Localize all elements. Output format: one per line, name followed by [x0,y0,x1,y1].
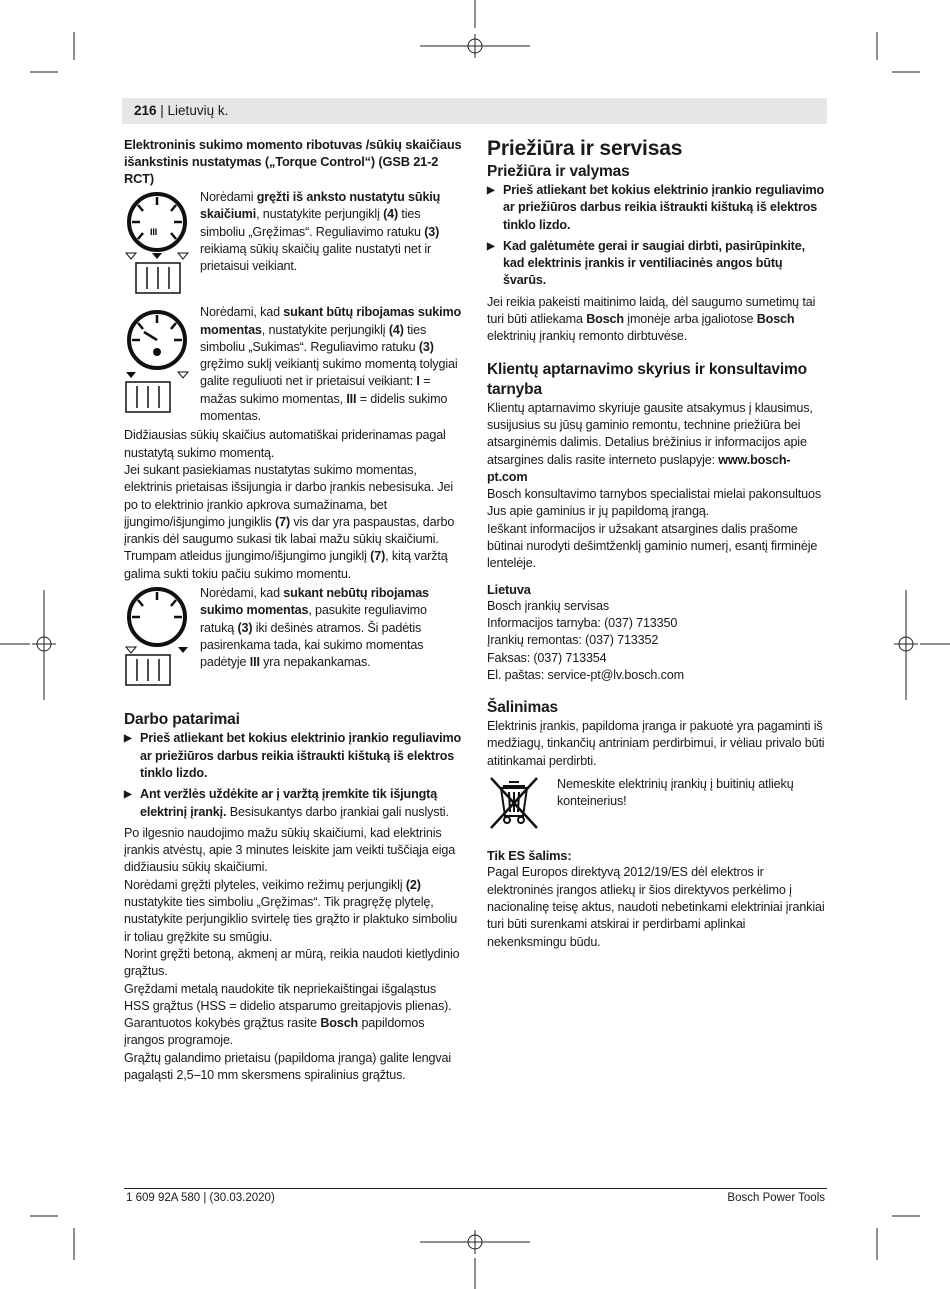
power-cord-paragraph: Jei reikia pakeisti maitinimo laidą, dėl saugumo sumetimų tai turi būti atliekama Bosch įmonėje arba įgaliotose Bosch elektrinių įrankių remonto dirbtuvėse. [487,294,816,344]
service-paragraph-2: Bosch konsultavimo tarnybos specialistai mielai pakonsultuos Jus apie gaminius ir jų papildomą įrangą. [487,487,822,519]
bullet-triangle-icon: ▶ [124,733,132,745]
page-number: 216 [134,103,157,118]
tips-bullet-switch-off: ▶ Ant veržlės uždėkite ar į varžtą įremkite tik išjungtą elektrinį įrankį. Besisukantys darbo įrankiai gali nuslysti. [124,787,449,819]
care-bullet-unplug: ▶ Prieš atliekant bet kokius elektrinio įrankio reguliavimo ar priežiūros darbus reikia ištraukti kištuką iš elektros tinklo lizdo. [487,183,825,232]
contact-line-1: Bosch įrankių servisas [487,598,609,613]
drilling-text: Norėdami gręžti iš anksto nustatytu sūkių skaičiumi, nustatykite perjungiklį (4) ties simboliu „Gręžimas“. Reguliavimo ratuku (3) reikiamą sūkių skaičių galite nustatyti net ir prietaisui veikiant. [200,190,441,274]
footer-doc-number: 1 609 92A 580 | (30.03.2020) [126,1192,275,1204]
bullet-triangle-icon: ▶ [487,185,495,196]
care-bullet-clean: ▶ Kad galėtumėte gerai ir saugiai dirbti, pasirūpinkite, kad elektrinis įrankis ir ventiliacinės angos būtų švarūs. [487,238,805,288]
service-paragraph-1: Klientų aptarnavimo skyriuje gausite atsakymus į klausimus, susijusius su jūsų gaminio remontu, technine priežiūra bei atsarginėmis dalimis. Detalius brėžinius ir informacijos apie atsargines dalis rasite interneto puslapyje: www.bosch-pt.com [487,400,813,484]
torque-control-heading: Elektroninis sukimo momento ribotuvas /sūkių skaičiaus išankstinis nustatymas („Torque Control“) (GSB 21-2 RCT) [124,137,462,186]
figure-drilling [124,189,464,302]
bullet-triangle-icon: ▶ [124,789,132,801]
disposal-paragraph: Elektrinis įrankis, papildoma įranga ir pakuotė yra pagaminti iš medžiagų, tinkančių antriniam perdirbimui, ir vėliau privalo būti atitinkamai perdirbti. [487,719,825,768]
care-heading: Priežiūra ir valymas [487,163,630,180]
service-paragraph-3: Ieškant informacijos ir užsakant atsargines dalis prašome būtinai nurodyti dešimtženklį gaminio numerį, esantį firminėje lentelėje. [487,521,818,571]
maintenance-title: Priežiūra ir servisas [487,137,683,160]
disposal-heading: Šalinimas [487,699,559,717]
work-tips-heading: Darbo patarimai [124,711,240,729]
figure-unlimited [124,585,464,694]
eu-paragraph: Pagal Europos direktyvą 2012/19/ES dėl elektros ir elektroninės įrangos atliekų ir šios direktyvos perkėlimo į nacionalinę teisę aktus, naudoti nebetinkami elektriniai įrankiai turi būti surenkami atskirai ir perdirbami aplinkai nekenksmingu būdu. [487,865,825,949]
bin-notice-text: Nemeskite elektrinių įrankių į buitinių atliekų konteinerius! [557,777,794,809]
release-switch-paragraph: Trumpam atleidus įjungimo/išjungimo jungiklį (7), kitą varžtą galima sukti tokiu pačiu sukimo momentu. [124,549,448,581]
contact-line-2: Informacijos tarnyba: (037) 713350 [487,615,678,630]
crossed-out-bin-icon [487,776,541,832]
bullet-triangle-icon: ▶ [487,240,495,252]
contact-line-3: Įrankių remontas: (037) 713352 [487,633,659,648]
page-header: 216 | Lietuvių k. [134,103,229,118]
footer-rule [124,1188,827,1189]
svg-text:III: III [150,227,158,237]
contact-line-4: Faksas: (037) 713354 [487,650,607,665]
wee-notice [487,776,827,837]
right-column [487,136,827,951]
tip-sharpening: Grąžtų galandimo prietaisu (papildoma įranga) galite lengvai pagaląsti 2,5–10 mm skersmens spiralinius grąžtus. [124,1050,452,1082]
left-column [124,136,464,1084]
tip-metal: Gręždami metalą naudokite tik nepriekaištingai išgaląstus HSS grąžtus (HSS = didelio atsparumo greitapjovis plienas). Garantuotos kokybės grąžtus rasite Bosch papildomos įrangos programoje. [124,981,452,1048]
contact-line-5: El. paštas: service-pt@lv.bosch.com [487,667,684,682]
figure-screwing [124,304,464,425]
drilling-dial-icon [124,189,190,297]
country-heading: Lietuva [487,581,531,597]
tips-bullet-unplug: ▶ Prieš atliekant bet kokius elektrinio įrankio reguliavimo ar priežiūros darbus reikia ištraukti kištuką iš elektros tinklo lizdo. [124,731,462,780]
screwing-dial-icon [124,304,190,416]
screwing-text: Norėdami, kad sukant būtų ribojamas sukimo momentas, nustatykite perjungiklį (4) ties simboliu „Sukimas“. Reguliavimo ratuku (3) gręžimo suklį veikiantį sukimo momentą tolygiai galite reguliuoti net ir prietaisui veikiant: I = mažas sukimo momentas, III = didelis sukimo momentas. [200,305,462,424]
torque-reached-paragraph: Jei sukant pasiekiamas nustatytas sukimo momentas, elektrinis prietaisas išsijungia ir darbo įrankis nebesisuka. Jei po to elektrinio įrankio apkrova sumažinama, bet įjungimo/išjungimo jungiklis (7) vis dar yra paspaustas, darbo įrankis dėl saugumo sukasi tik labai mažu sūkių skaičiumi. [124,462,455,547]
page-language: Lietuvių k. [167,103,229,118]
tip-cooling: Po ilgesnio naudojimo mažu sūkių skaičiumi, kad elektrinis įrankis atvėstų, apie 3 minutes leiskite jam veikti tuščiąja eiga didžiausiu sūkių skaičiumi. [124,825,456,875]
max-speed-paragraph: Didžiausias sūkių skaičius automatiškai priderinamas pagal nustatytą sukimo momentą. [124,428,446,460]
eu-heading: Tik ES šalims: [487,848,572,864]
unlimited-torque-text: Norėdami, kad sukant nebūtų ribojamas sukimo momentas, pasukite reguliavimo ratuką (3) iki dešinės atramos. Ši padėtis pasirenkama tada, kai sukimo momentas padėtyje III yra nepakankamas. [200,586,429,670]
tip-tiles: Norėdami gręžti plyteles, veikimo režimų perjungiklį (2) nustatykite ties simboliu „Gręžimas“. Tik pragręžę plytelę, nustatykite perjungiklio svirtelę ties grąžto ir plaktuko simboliu ir toliau gręžkite su smūgiu. [124,877,458,944]
service-heading: Klientų aptarnavimo skyrius ir konsultavimo tarnyba [487,360,808,398]
tip-concrete: Norint gręžti betoną, akmenį ar mūrą, reikia naudoti kietlydinio grąžtus. [124,946,460,979]
unlimited-dial-icon [124,585,190,689]
footer-brand: Bosch Power Tools [727,1192,825,1204]
